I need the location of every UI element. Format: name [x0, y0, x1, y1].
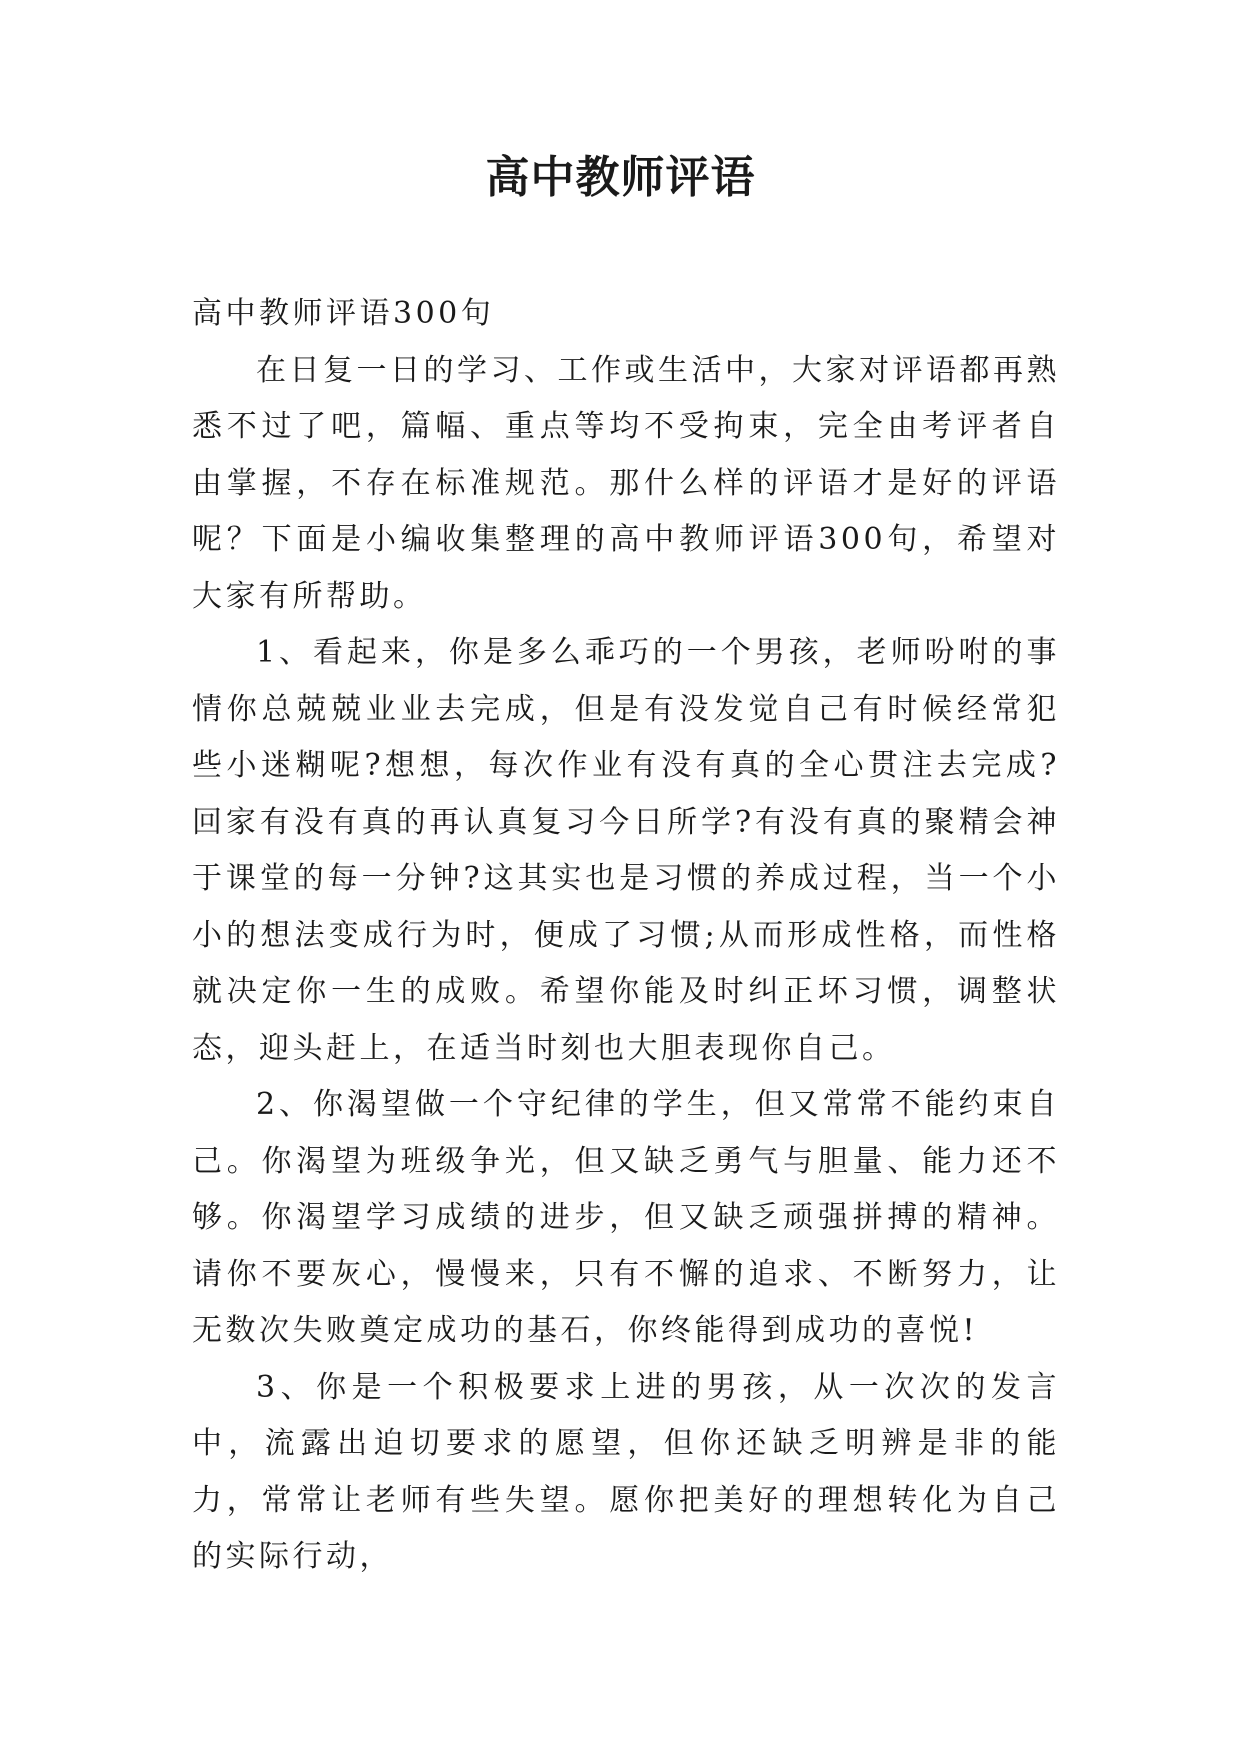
- comment-paragraph-2: 2、你渴望做一个守纪律的学生，但又常常不能约束自己。你渴望为班级争光，但又缺乏勇气与胆量、能力还不够。你渴望学习成绩的进步，但又缺乏顽强拼搏的精神。请你不要灰心，慢慢来，只有不懈的追求、不断努力，让无数次失败奠定成功的基石，你终能得到成功的喜悦!: [192, 1087, 1060, 1348]
- document-title: 高中教师评语: [485, 152, 756, 203]
- intro-paragraph: 在日复一日的学习、工作或生活中，大家对评语都再熟悉不过了吧，篇幅、重点等均不受拘束，完全由考评者自由掌握，不存在标准规范。那什么样的评语才是好的评语呢？下面是小编收集整理的高中教师评语300句，希望对大家有所帮助。: [192, 352, 1060, 614]
- document-body: [192, 286, 1060, 1586]
- comment-paragraph-3: 3、你是一个积极要求上进的男孩，从一次次的发言中，流露出迫切要求的愿望，但你还缺乏明辨是非的能力，常常让老师有些失望。愿你把美好的理想转化为自己的实际行动，: [192, 1369, 1060, 1574]
- comment-paragraph-1: 1、看起来，你是多么乖巧的一个男孩，老师吩咐的事情你总兢兢业业去完成，但是有没发觉自己有时候经常犯些小迷糊呢?想想，每次作业有没有真的全心贯注去完成?回家有没有真的再认真复习今日所学?有没有真的聚精会神于课堂的每一分钟?这其实也是习惯的养成过程，当一个小小的想法变成行为时，便成了习惯;从而形成性格，而性格就决定你一生的成败。希望你能及时纠正坏习惯，调整状态，迎头赶上，在适当时刻也大胆表现你自己。: [192, 635, 1060, 1066]
- document-subtitle: 高中教师评语300句: [192, 296, 495, 331]
